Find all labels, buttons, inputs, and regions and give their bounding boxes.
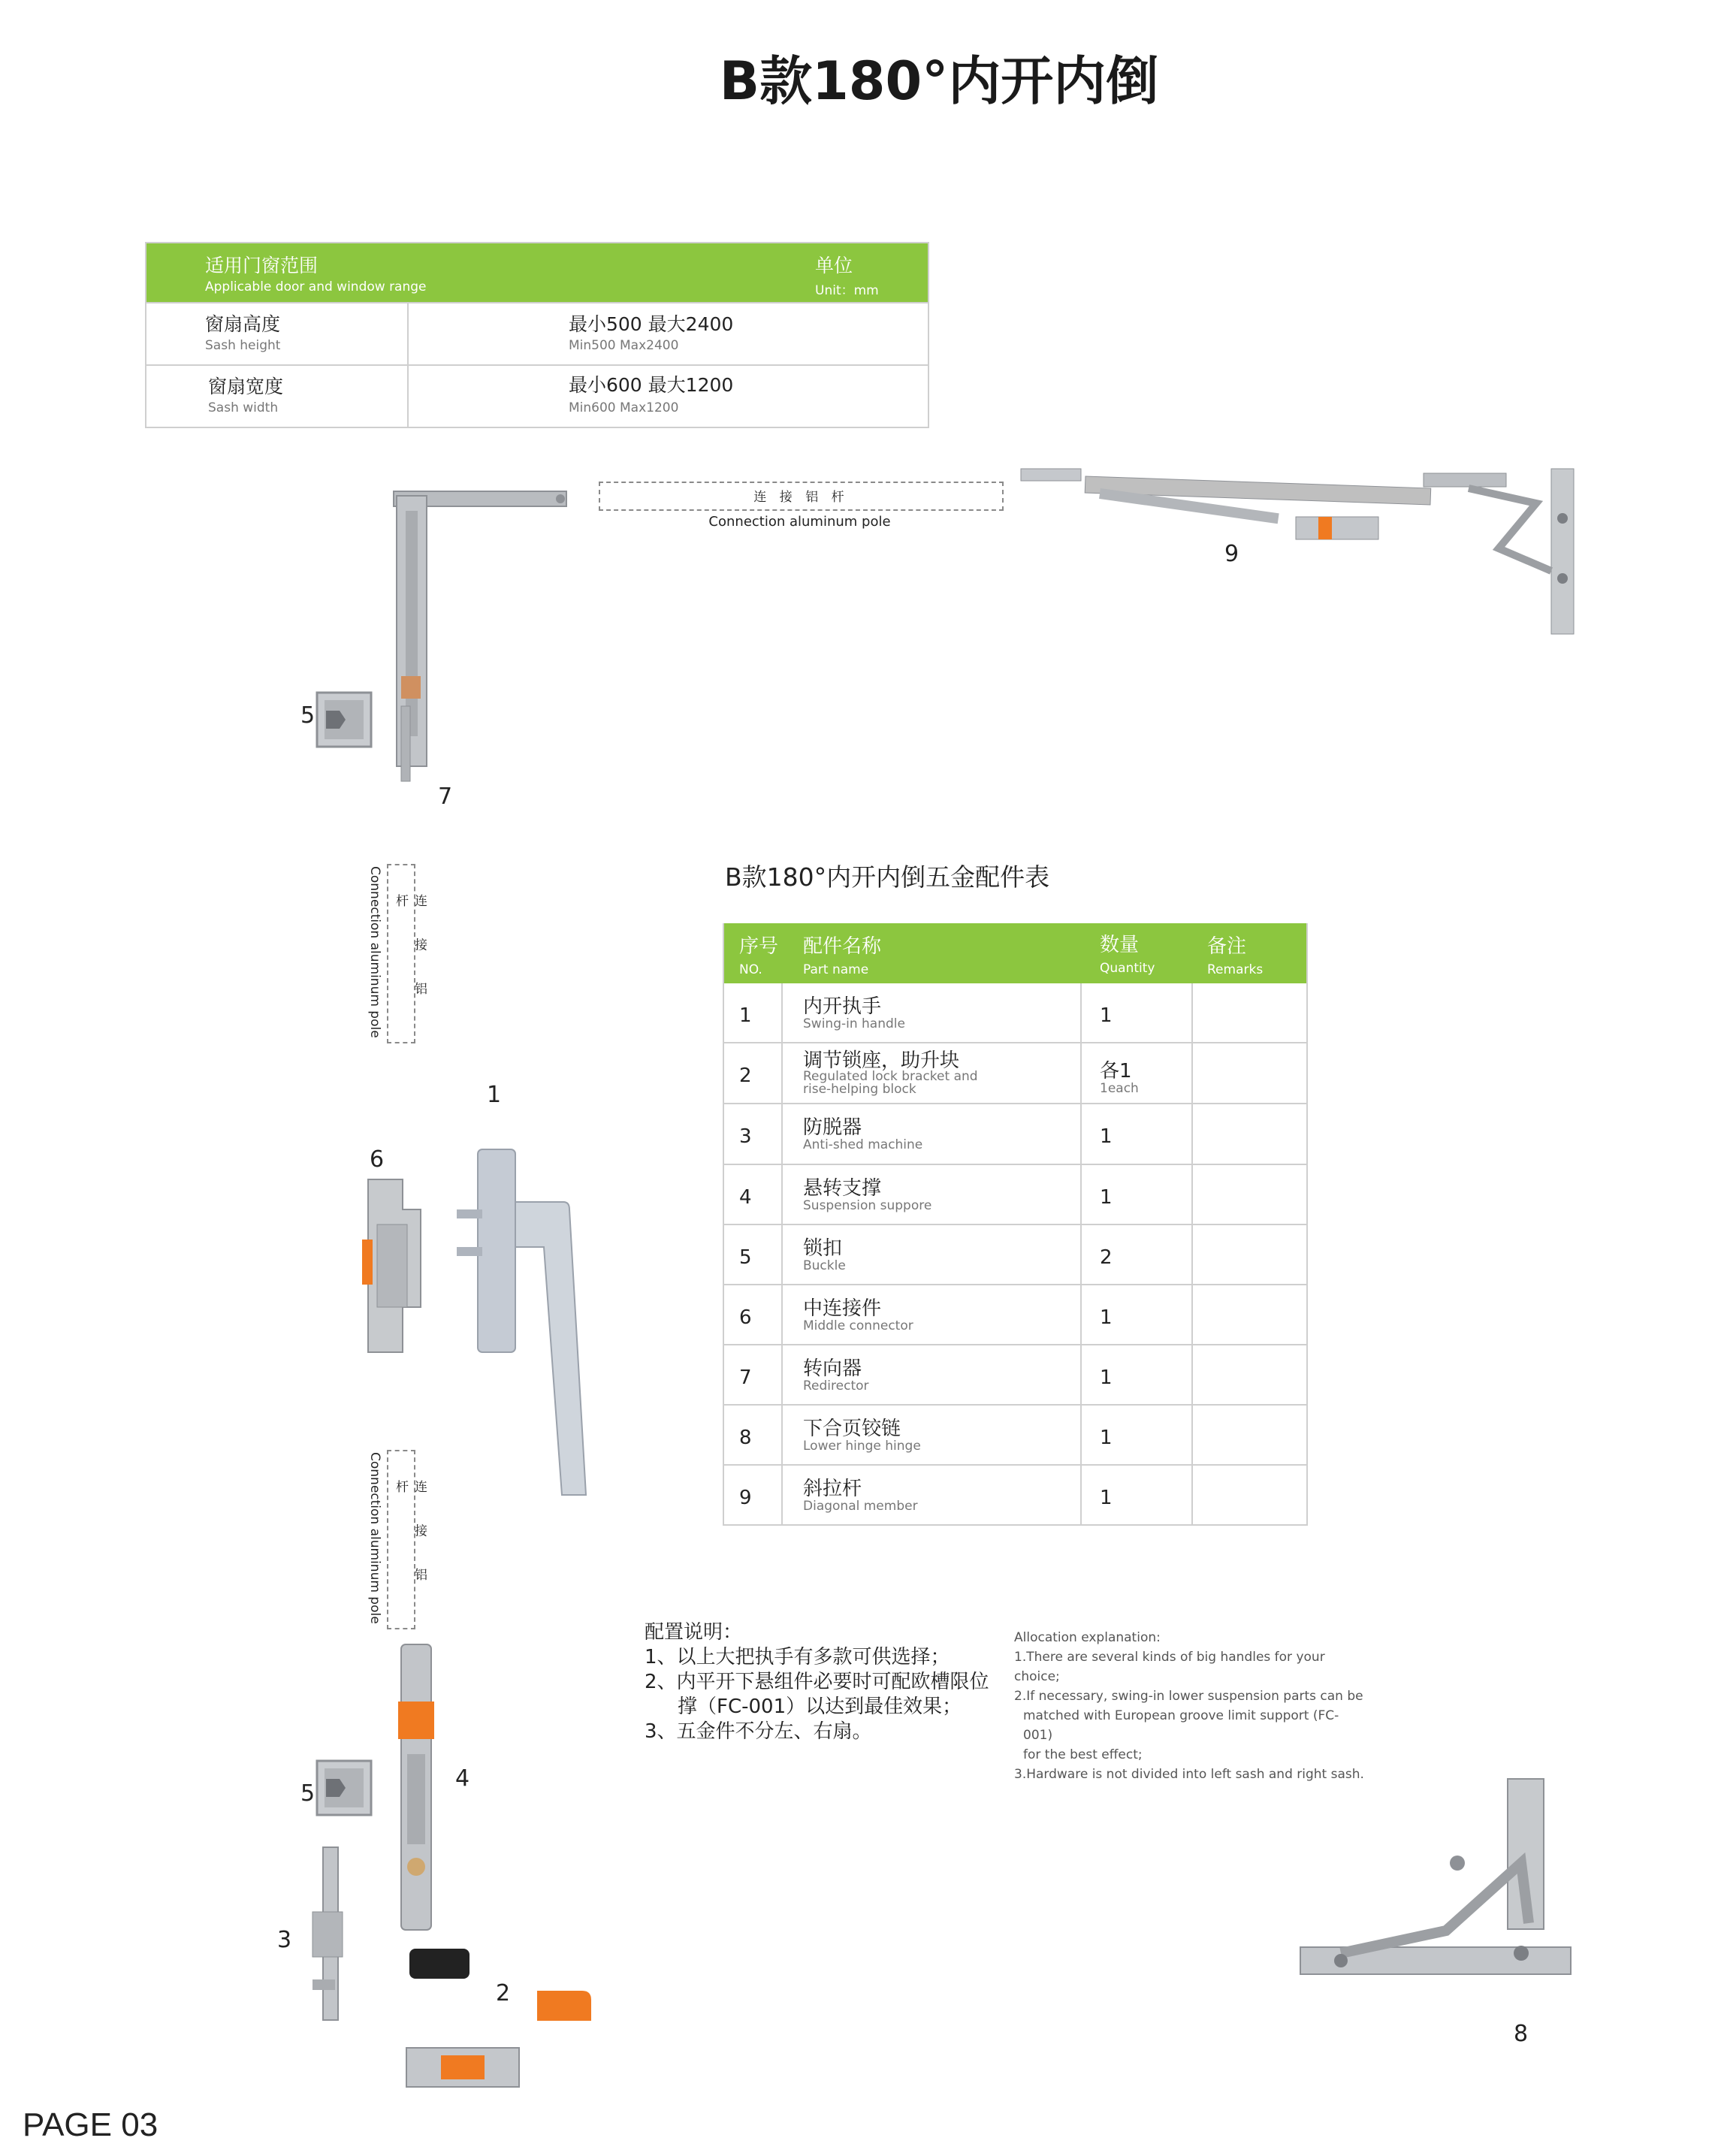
row-qty: 1 [1100,1306,1113,1329]
connection-pole-cn-mid: 连 接 铝 杆 [393,894,427,1008]
callout-2: 2 [496,1980,511,2007]
callout-5-low: 5 [300,1780,316,1807]
row-name-cn: 中连接件 [803,1297,882,1320]
connection-pole-box-top [599,482,1004,511]
row-qty: 2 [1100,1246,1113,1269]
row-qty: 1 [1100,1004,1113,1027]
row-name-en: Diagonal member [803,1499,918,1514]
diagonal-member-illustration [1018,458,1589,639]
row-no: 3 [739,1125,752,1148]
buckle-illustration-low [314,1758,374,1818]
notes-en-line: 2.If necessary, swing-in lower suspension parts can be [1014,1689,1363,1704]
row-no: 4 [739,1186,752,1209]
notes-en-line: 1.There are several kinds of big handles for your choice; [1014,1650,1325,1684]
range-table [145,242,929,428]
callout-1: 1 [487,1082,502,1108]
connection-pole-cn-low: 连 接 铝 杆 [393,1480,427,1594]
sash-width-label-en: Sash width [208,400,279,415]
header-name-cn: 配件名称 [803,935,882,958]
parts-table [723,923,1308,1526]
connection-pole-box-low [387,1450,427,1629]
row-name-en: Middle connector [803,1318,913,1333]
notes-en [1014,1628,1367,1784]
notes-en-line: for the best effect; [1023,1747,1143,1762]
range-header-cn: 适用门窗范围 [205,255,319,276]
row-name-en: Buckle [803,1258,846,1273]
connection-pole-cn: 连 接 铝 杆 [753,490,849,505]
table-row [724,1406,1306,1466]
sash-width-value-cn: 最小600 最大1200 [569,374,734,396]
connection-pole-en-mid: Connection aluminum pole [367,866,382,1038]
range-row-height [146,302,928,364]
row-name-cn: 斜拉杆 [803,1478,862,1500]
row-name-en: Anti-shed machine [803,1137,923,1152]
row-qty-en: 1each [1100,1081,1139,1096]
row-name-cn: 调节锁座，助升块 [803,1049,960,1072]
sash-width-value-en: Min600 Max1200 [569,400,679,415]
page-number: PAGE 03 [23,2106,159,2143]
notes-cn-line: 3、五金件不分左、右扇。 [645,1720,872,1743]
row-name-en: Regulated lock bracket and rise-helping block [803,1069,978,1097]
row-name-en: Swing-in handle [803,1016,905,1031]
row-name-cn: 下合页铰链 [803,1418,901,1440]
sash-height-value-cn: 最小500 最大2400 [569,313,734,335]
range-header-en: Applicable door and window range [205,279,427,294]
row-no: 7 [739,1366,752,1389]
row-name-cn: 转向器 [803,1357,862,1380]
row-name-cn: 内开执手 [803,995,882,1018]
buckle-illustration-top [314,690,374,750]
notes-cn-line: 2、内平开下悬组件必要时可配欧槽限位 [645,1671,989,1693]
row-no: 2 [739,1064,752,1087]
callout-3: 3 [277,1927,292,1953]
notes-cn [645,1620,1005,1744]
callout-6: 6 [370,1146,385,1173]
lock-bracket-illustration [402,1938,605,2096]
row-no: 8 [739,1427,752,1449]
row-name-cn: 防脱器 [803,1116,862,1139]
header-qty-cn: 数量 [1100,934,1140,956]
notes-en-title: Allocation explanation: [1014,1630,1161,1645]
table-row [724,983,1306,1043]
notes-en-line: 3.Hardware is not divided into left sash and right sash. [1014,1767,1364,1782]
suspension-support-illustration [391,1641,443,1942]
table-row [724,1043,1306,1104]
connection-pole-en: Connection aluminum pole [708,514,891,530]
row-name-cn: 悬转支撑 [803,1177,882,1200]
redirector-illustration [383,481,578,796]
connection-pole-en-low: Connection aluminum pole [367,1452,382,1624]
middle-connector-illustration [361,1172,428,1360]
header-remarks-cn: 备注 [1207,935,1247,958]
table-row [724,1466,1306,1526]
row-no: 1 [739,1004,752,1027]
notes-cn-title: 配置说明： [645,1621,743,1644]
header-remarks-en: Remarks [1207,962,1264,977]
connection-pole-box-mid [387,864,427,1043]
row-name-en: Lower hinge hinge [803,1439,921,1454]
anti-shed-illustration [308,1844,353,2025]
row-name-en: Redirector [803,1378,869,1394]
notes-cn-line: 1、以上大把执手有多款可供选择； [645,1646,950,1668]
sash-height-label-en: Sash height [205,338,281,353]
unit-label-cn: 单位 [815,255,853,276]
range-row-width [146,364,928,427]
sash-width-label-cn: 窗扇宽度 [208,376,284,397]
notes-en-line: matched with European groove limit support (FC-001) [1023,1708,1339,1743]
notes-cn-line: 撑（FC-001）以达到最佳效果； [678,1696,962,1718]
header-qty-en: Quantity [1100,961,1155,976]
row-qty: 1 [1100,1186,1113,1209]
unit-label-en: Unit：mm [815,283,879,298]
sash-height-label-cn: 窗扇高度 [205,313,281,335]
row-no: 9 [739,1487,752,1509]
row-qty: 1 [1100,1366,1113,1389]
callout-4: 4 [455,1765,470,1792]
parts-table-caption: B款180°内开内倒五金配件表 [725,862,1050,892]
header-no-cn: 序号 [739,935,779,958]
row-name-cn: 锁扣 [803,1237,843,1260]
callout-8: 8 [1514,2021,1529,2047]
row-qty: 1 [1100,1487,1113,1509]
range-table-header [146,243,928,302]
table-row [724,1225,1306,1285]
row-no: 5 [739,1246,752,1269]
row-qty: 1 [1100,1427,1113,1449]
callout-5-top: 5 [300,702,316,729]
row-qty: 1 [1100,1125,1113,1148]
swing-in-handle-illustration [451,1142,616,1502]
sash-height-value-en: Min500 Max2400 [569,338,679,353]
row-no: 6 [739,1306,752,1329]
header-no-en: NO. [739,962,762,977]
table-row [724,1104,1306,1165]
page-title: B款180°内开内倒 [719,50,1159,112]
row-name-en: Suspension suppore [803,1198,932,1213]
lower-hinge-illustration [1296,1773,1581,1998]
parts-table-header [724,923,1306,983]
row-qty: 各1 [1100,1060,1132,1083]
callout-7: 7 [438,784,453,810]
table-row [724,1345,1306,1406]
table-row [724,1285,1306,1345]
header-name-en: Part name [803,962,869,977]
callout-9: 9 [1224,541,1239,567]
table-row [724,1165,1306,1225]
